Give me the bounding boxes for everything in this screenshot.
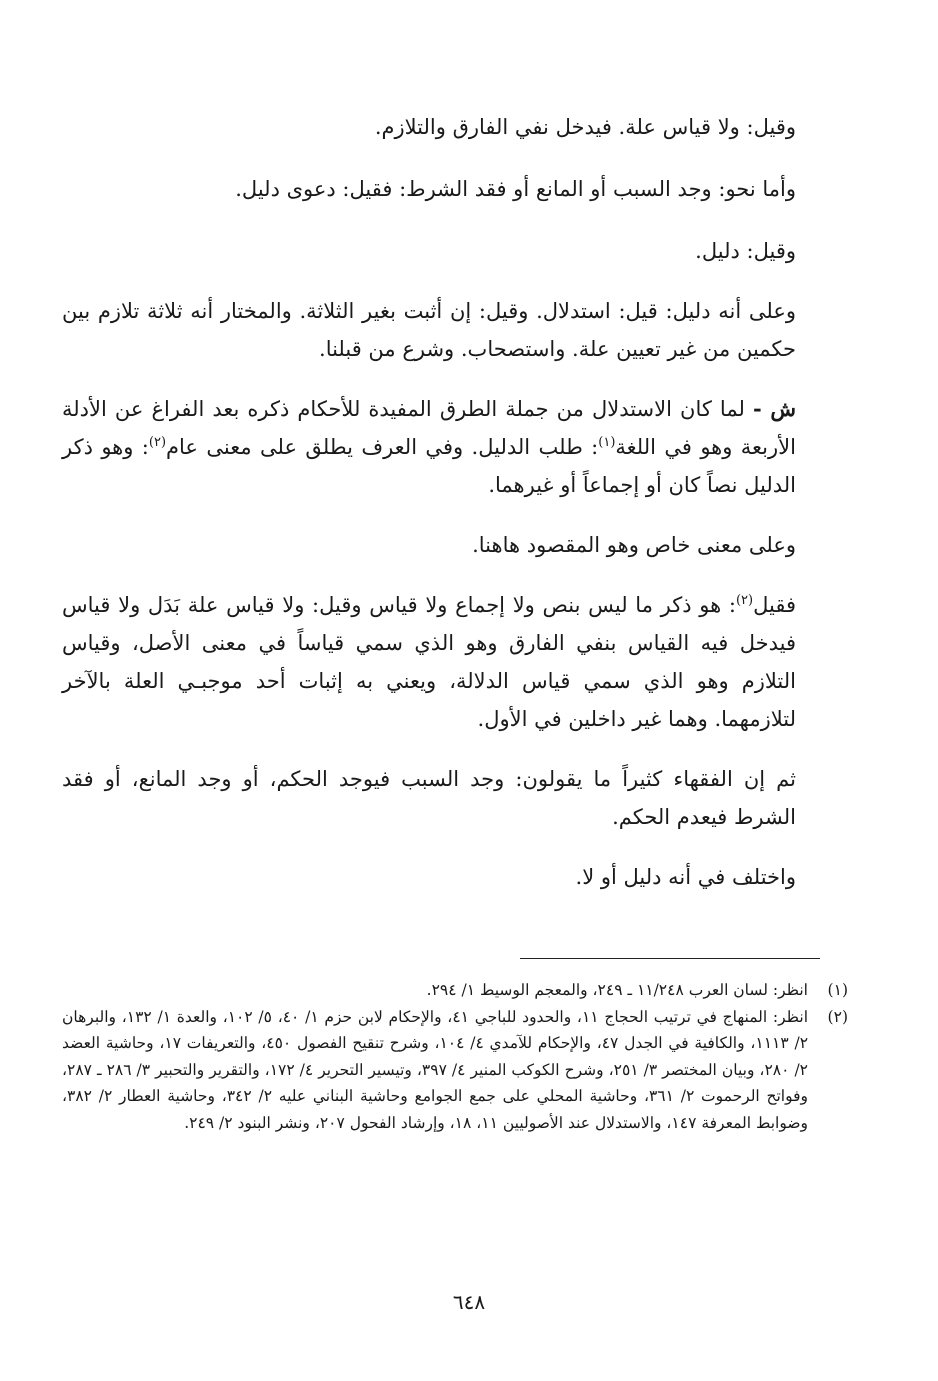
footnote-text: انظر: لسان العرب ١١/٢٤٨ ـ ٢٤٩، والمعجم الوسيط ١/ ٢٩٤.	[426, 981, 808, 999]
footnote-item	[62, 1004, 848, 1137]
footnote-ref: (١)	[598, 435, 616, 450]
footnote-ref: (٢)	[735, 593, 754, 608]
paragraph-special-meaning: وعلى معنى خاص وهو المقصود هاهنا.	[472, 533, 796, 557]
commentary-text: : طلب الدليل. وفي العرف يطلق على معنى عام	[166, 435, 599, 459]
text-line: وقيل: دليل.	[695, 239, 796, 263]
main-text	[62, 108, 848, 896]
page-number: ٦٤٨	[452, 1290, 486, 1314]
footnote-item	[62, 977, 848, 1004]
paragraph-ikhtalaf: واختلف في أنه دليل أو لا.	[575, 865, 796, 889]
faqil-text: : هو ذكر ما ليس بنص ولا إجماع ولا قياس وقيل: ولا قياس علة بَدَل ولا قياس فيدخل فيه القياس بنفي الفارق وهو الذي سمي قياساً في معنى الأصل، وقياس التلازم وهو الذي سمي قياس الدلالة، ويعني به إثبات أحد موجبـي العلة بالآخر لتلازمهما. وهما غير داخلين في الأول.	[62, 593, 796, 731]
footnote-ref: (٢)	[148, 435, 167, 450]
footnotes	[62, 977, 848, 1136]
faqil-lead: فقيل	[753, 593, 796, 617]
footnote-text: انظر: المنهاج في ترتيب الحجاج ١١، والحدود للباجي ٤١، والإحكام لابن حزم ١/ ٤٠، ٥/ ١٠٢، والعدة ١/ ١٣٢، والبرهان ٢/ ١١١٣، والكافية في الجدل ٤٧، والإحكام للآمدي ٤/ ١٠٤، وشرح تنقيح الفصول ٤٥٠، والتعريفات ١٧، وحاشية العضد ٢/ ٢٨٠، وبيان المختصر ٣/ ٢٥١، وشرح الكوكب المنير ٤/ ٣٩٧، وتيسير التحرير ٤/ ١٧٢، والتقرير والتحبير ٣/ ٢٨٦ ـ ٢٨٧، وفواتح الرحموت ٢/ ٣٦١، وحاشية المحلي على جمع الجوامع وحاشية البناني عليه ٢/ ٣٤٢، وحاشية العطار ٢/ ٣٨٢، وضوابط المعرفة ١٤٧، والاستدلال عند الأصوليين ١١، ١٨، وإرشاد الفحول ٢٠٧، ونشر البنود ٢/ ٢٤٩.	[62, 1007, 809, 1132]
text-line: وقيل: ولا قياس علة. فيدخل نفي الفارق والتلازم.	[374, 115, 796, 139]
text-line: وأما نحو: وجد السبب أو المانع أو فقد الشرط: فقيل: دعوى دليل.	[235, 177, 796, 201]
footnote-divider	[520, 958, 820, 959]
paragraph-fuqaha: ثم إن الفقهاء كثيراً ما يقولون: وجد السبب فيوجد الحكم، أو وجد المانع، أو فقد الشرط فيعدم الحكم.	[62, 767, 796, 829]
footnote-number: (١)	[827, 981, 848, 999]
paragraph-faqil	[62, 586, 848, 738]
commentary-text: لما كان الاستدلال من جملة الطرق المفيدة للأحكام ذكره بعد الفراغ عن الأدلة الأربعة وهو في اللغة	[62, 397, 796, 459]
paragraph-commentary	[62, 390, 848, 504]
paragraph-argument: وعلى أنه دليل: قيل: استدلال. وقيل: إن أثبت بغير الثلاثة. والمختار أنه ثلاثة تلازم بين حكمين من غير تعيين علة. واستصحاب. وشرع من قبلنا.	[62, 299, 796, 361]
commentary-text: : وهو ذكر الدليل نصاً كان أو إجماعاً أو غيرهما.	[62, 435, 796, 497]
commentary-mark: ش -	[752, 396, 796, 421]
footnote-number: (٢)	[827, 1007, 848, 1026]
